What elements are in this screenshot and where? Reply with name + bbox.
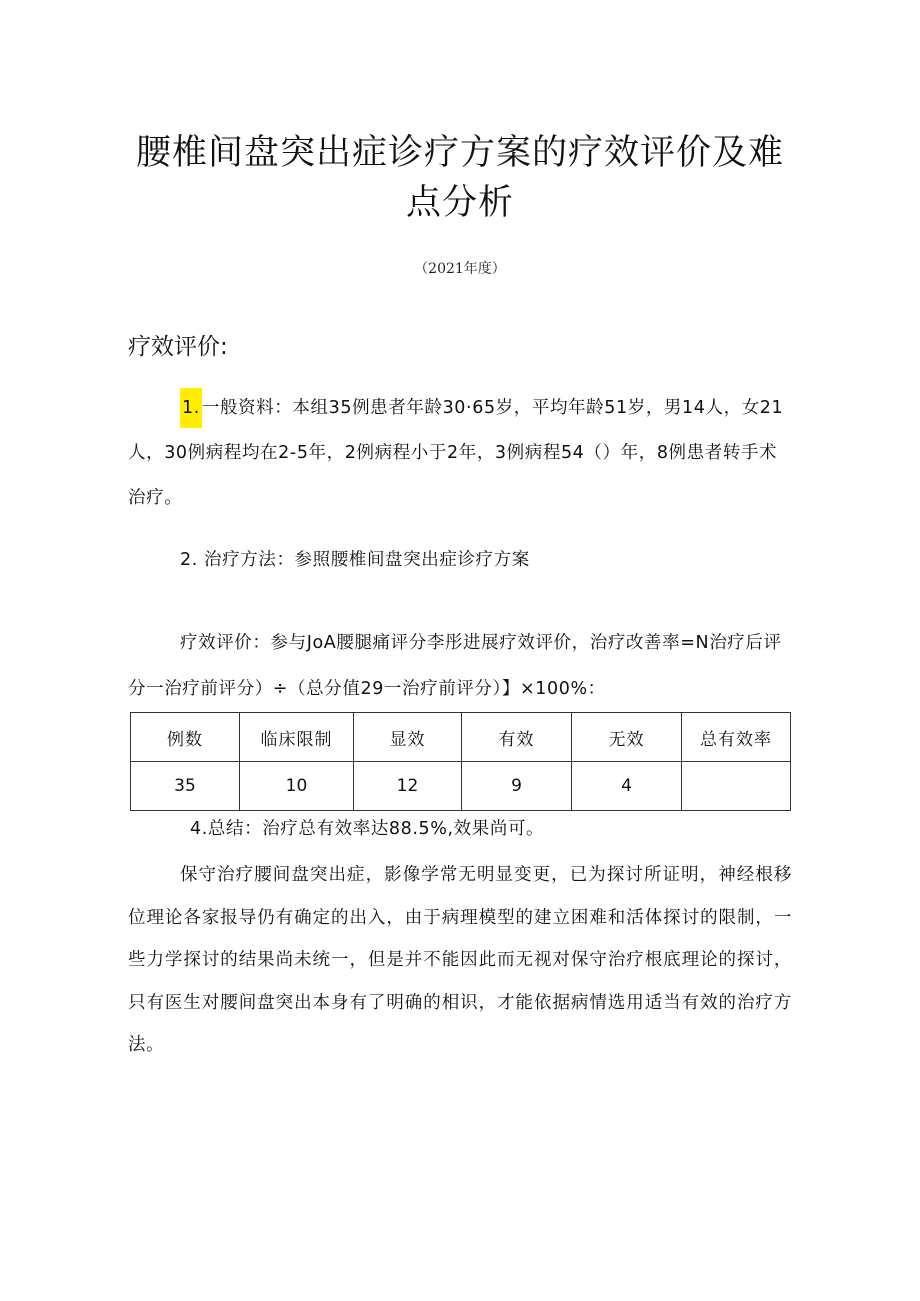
table-cell: 10 [240,762,354,811]
item-3-efficacy-evaluation: 疗效评价：参与JoA腰腿痛评分李彤进展疗效评价，治疗改善率=N治疗后评分一治疗前评分）÷（总分值29一治疗前评分）】×100%： [128,633,782,699]
table-row [131,762,791,811]
year-label: （2021年度） [414,261,506,277]
item-4-summary: 4.总结：治疗总有效率达88.5%,效果尚可。 [190,819,545,839]
table-header-cell: 例数 [131,713,240,762]
title-line-1: 腰椎间盘突出症诊疗方案的疗效评价及难 [135,133,784,173]
item-2-treatment-method: 2. 治疗方法：参照腰椎间盘突出症诊疗方案 [180,550,530,570]
table-cell: 35 [131,762,240,811]
item-1-general-info [128,386,792,521]
document-title [130,128,790,228]
table-cell: 4 [572,762,682,811]
table-header-cell: 总有效率 [682,713,791,762]
title-line-2: 点分析 [405,183,514,223]
table-header-cell: 有效 [462,713,572,762]
item-1-text: 一般资料：本组35例患者年龄30·65岁，平均年龄51岁，男14人，女21人，30例病程均在2-5年，2例病程小于2年，3例病程54（）年，8例患者转手术治疗。 [128,398,784,508]
table-header-cell: 无效 [572,713,682,762]
table-header-row [131,713,791,762]
section-heading: 疗效评价: [128,334,228,360]
table-header-cell: 显效 [354,713,462,762]
table-header-cell: 临床限制 [240,713,354,762]
table-cell [682,762,791,811]
efficacy-table [130,712,791,811]
table-cell: 9 [462,762,572,811]
highlighted-item-number: 1. [180,388,202,428]
table-cell: 12 [354,762,462,811]
body-paragraph: 保守治疗腰间盘突出症，影像学常无明显变更，已为探讨所证明，神经根移位理论各家报导仍有确定的出入，由于病理模型的建立困难和活体探讨的限制，一些力学探讨的结果尚未统一，但是并不能因此而无视对保守治疗根底理论的探讨，只有医生对腰间盘突出本身有了明确的相识，才能依据病情选用适当有效的治疗方法。 [128,865,792,1055]
